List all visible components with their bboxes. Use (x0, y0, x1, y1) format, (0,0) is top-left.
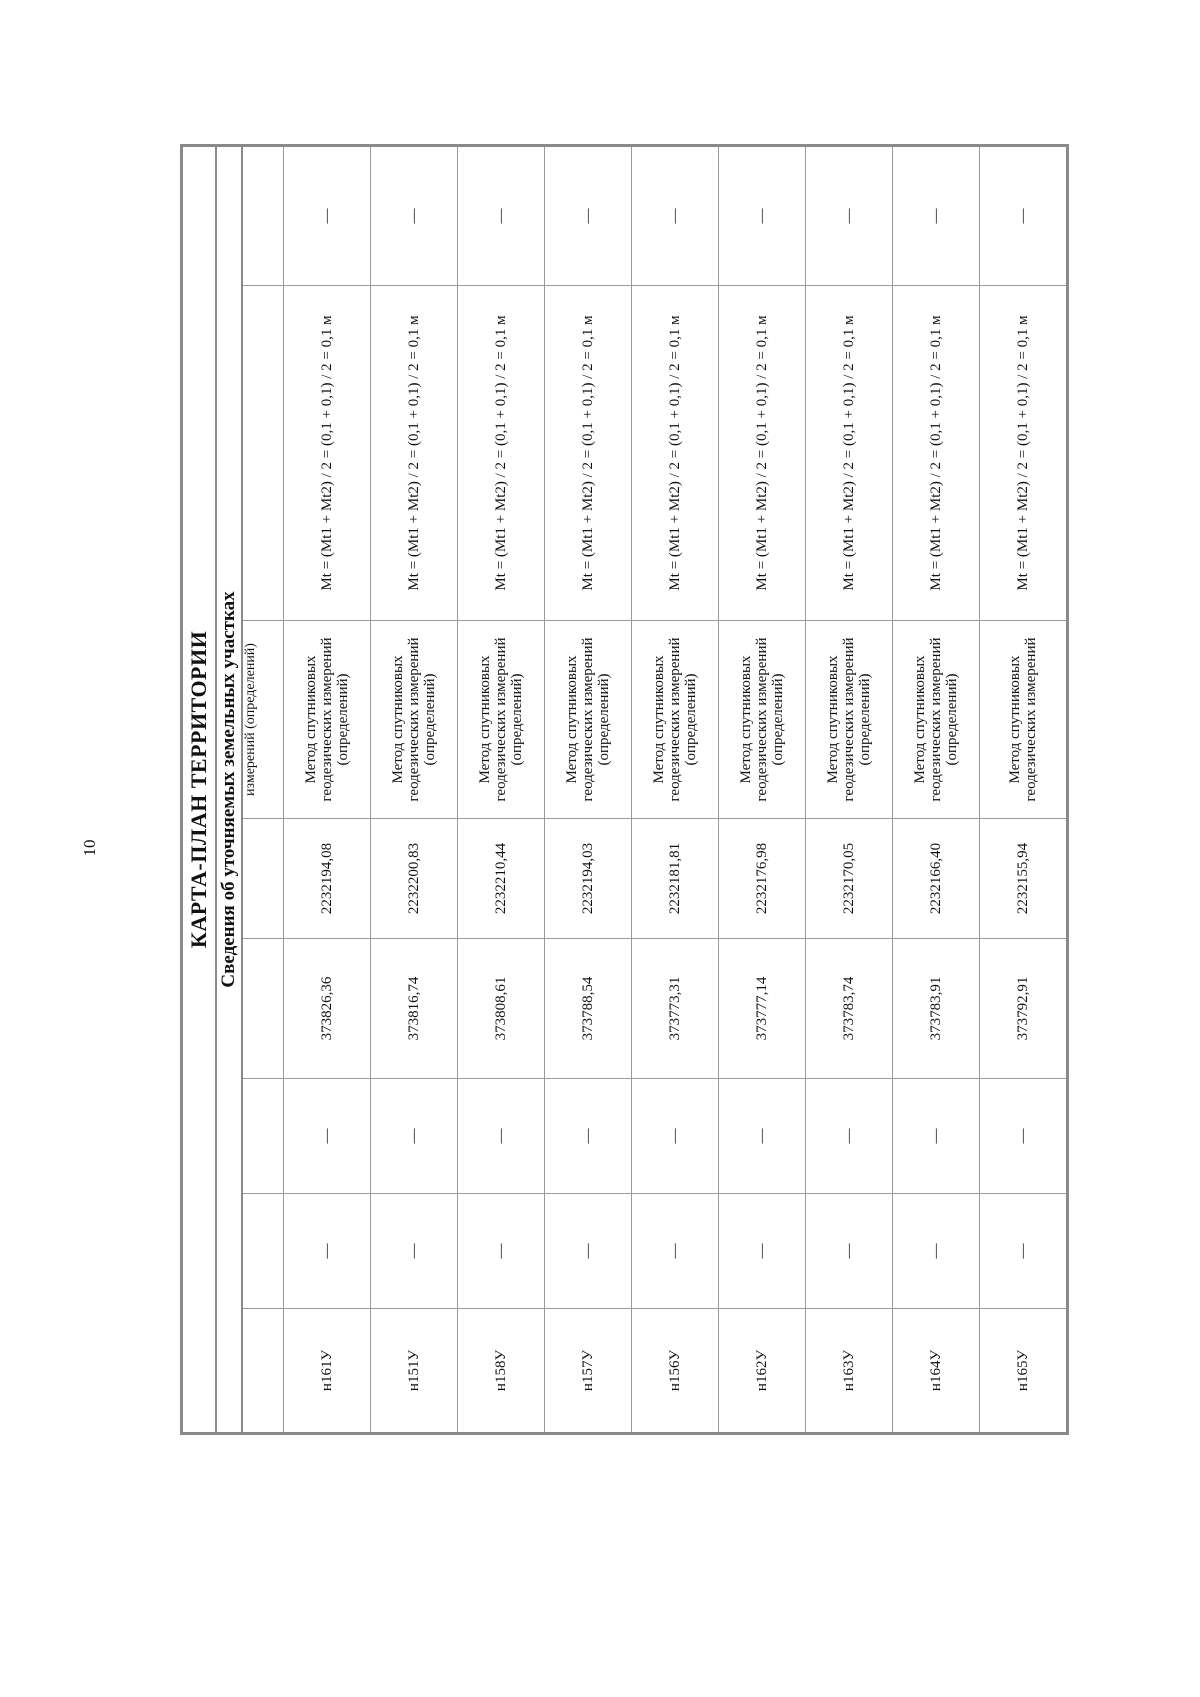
dash-cell: — (458, 145, 545, 285)
point-cell: н151У (371, 1309, 458, 1434)
method-cell: Метод спутниковых геодезических измерений (определений) (719, 621, 806, 819)
coord-x-cell: 373783,74 (806, 939, 893, 1079)
dash-cell: — (719, 145, 806, 285)
header-cell (242, 286, 284, 621)
accuracy-formula-cell: Mt = (Mt1 + Mt2) / 2 = (0,1 + 0,1) / 2 = 0,1 м (893, 286, 980, 621)
method-cell: Метод спутниковых геодезических измерений (980, 621, 1068, 819)
dash-cell: — (371, 145, 458, 285)
coord-x-cell: 373788,54 (545, 939, 632, 1079)
table-row (719, 145, 806, 1433)
dash-cell: — (719, 1194, 806, 1309)
coord-x-cell: 373816,74 (371, 939, 458, 1079)
point-cell: н161У (284, 1309, 371, 1434)
coord-y-cell: 2232166,40 (893, 819, 980, 939)
accuracy-formula-cell: Mt = (Mt1 + Mt2) / 2 = (0,1 + 0,1) / 2 = 0,1 м (806, 286, 893, 621)
dash-cell: — (893, 145, 980, 285)
accuracy-formula-cell: Mt = (Mt1 + Mt2) / 2 = (0,1 + 0,1) / 2 = 0,1 м (980, 286, 1068, 621)
accuracy-formula-cell: Mt = (Mt1 + Mt2) / 2 = (0,1 + 0,1) / 2 = 0,1 м (284, 286, 371, 621)
header-cell (242, 145, 284, 285)
dash-cell: — (632, 1194, 719, 1309)
coord-x-cell: 373792,91 (980, 939, 1068, 1079)
table-row (545, 145, 632, 1433)
dash-cell: — (371, 1194, 458, 1309)
coord-y-cell: 2232170,05 (806, 819, 893, 939)
method-cell: Метод спутниковых геодезических измерений (определений) (632, 621, 719, 819)
method-cell: Метод спутниковых геодезических измерений (определений) (371, 621, 458, 819)
header-cell (242, 1079, 284, 1194)
coord-x-cell: 373808,61 (458, 939, 545, 1079)
dash-cell: — (806, 145, 893, 285)
method-cell: Метод спутниковых геодезических измерений (определений) (284, 621, 371, 819)
page-number: 10 (80, 839, 99, 857)
coord-x-cell: 373826,36 (284, 939, 371, 1079)
dash-cell: — (284, 1194, 371, 1309)
method-cell: Метод спутниковых геодезических измерений (определений) (545, 621, 632, 819)
header-continuation-row (242, 145, 284, 1433)
dash-cell: — (806, 1194, 893, 1309)
dash-cell: — (371, 1079, 458, 1194)
coord-y-cell: 2232194,03 (545, 819, 632, 939)
accuracy-formula-cell: Mt = (Mt1 + Mt2) / 2 = (0,1 + 0,1) / 2 = 0,1 м (719, 286, 806, 621)
cadastral-table (180, 144, 1069, 1435)
dash-cell: — (632, 1079, 719, 1194)
table-row (806, 145, 893, 1433)
coord-y-cell: 2232194,08 (284, 819, 371, 939)
page-title: КАРТА-ПЛАН ТЕРРИТОРИИ (182, 145, 217, 1433)
point-cell: н164У (893, 1309, 980, 1434)
dash-cell: — (545, 1194, 632, 1309)
dash-cell: — (980, 145, 1068, 285)
dash-cell: — (980, 1194, 1068, 1309)
dash-cell: — (284, 1079, 371, 1194)
coord-x-cell: 373783,91 (893, 939, 980, 1079)
dash-cell: — (458, 1194, 545, 1309)
dash-cell: — (545, 145, 632, 285)
coord-y-cell: 2232155,94 (980, 819, 1068, 939)
point-cell: н162У (719, 1309, 806, 1434)
header-cell (242, 1309, 284, 1434)
dash-cell: — (980, 1079, 1068, 1194)
table-row (371, 145, 458, 1433)
dash-cell: — (893, 1194, 980, 1309)
accuracy-formula-cell: Mt = (Mt1 + Mt2) / 2 = (0,1 + 0,1) / 2 = 0,1 м (371, 286, 458, 621)
rotated-table-wrapper (180, 147, 1052, 1435)
accuracy-formula-cell: Mt = (Mt1 + Mt2) / 2 = (0,1 + 0,1) / 2 = 0,1 м (545, 286, 632, 621)
header-cell (242, 1194, 284, 1309)
coord-y-cell: 2232176,98 (719, 819, 806, 939)
subtitle-row (216, 145, 242, 1433)
method-cell: Метод спутниковых геодезических измерений (определений) (806, 621, 893, 819)
header-cell (242, 939, 284, 1079)
section-subtitle: Сведения об уточняемых земельных участках (216, 145, 242, 1433)
accuracy-formula-cell: Mt = (Mt1 + Mt2) / 2 = (0,1 + 0,1) / 2 = 0,1 м (632, 286, 719, 621)
table-row (893, 145, 980, 1433)
dash-cell: — (893, 1079, 980, 1194)
dash-cell: — (458, 1079, 545, 1194)
dash-cell: — (719, 1079, 806, 1194)
coord-x-cell: 373773,31 (632, 939, 719, 1079)
header-cell (242, 819, 284, 939)
table-row (632, 145, 719, 1433)
header-method-fragment: измерений (определений) (242, 621, 284, 819)
table-row (284, 145, 371, 1433)
dash-cell: — (632, 145, 719, 285)
table-row (980, 145, 1068, 1433)
title-row (182, 145, 217, 1433)
dash-cell: — (806, 1079, 893, 1194)
method-cell: Метод спутниковых геодезических измерений (определений) (458, 621, 545, 819)
coord-x-cell: 373777,14 (719, 939, 806, 1079)
point-cell: н165У (980, 1309, 1068, 1434)
coord-y-cell: 2232181,81 (632, 819, 719, 939)
point-cell: н158У (458, 1309, 545, 1434)
point-cell: н156У (632, 1309, 719, 1434)
point-cell: н163У (806, 1309, 893, 1434)
coord-y-cell: 2232200,83 (371, 819, 458, 939)
dash-cell: — (545, 1079, 632, 1194)
coord-y-cell: 2232210,44 (458, 819, 545, 939)
dash-cell: — (284, 145, 371, 285)
table-row (458, 145, 545, 1433)
method-cell: Метод спутниковых геодезических измерений (определений) (893, 621, 980, 819)
accuracy-formula-cell: Mt = (Mt1 + Mt2) / 2 = (0,1 + 0,1) / 2 = 0,1 м (458, 286, 545, 621)
point-cell: н157У (545, 1309, 632, 1434)
